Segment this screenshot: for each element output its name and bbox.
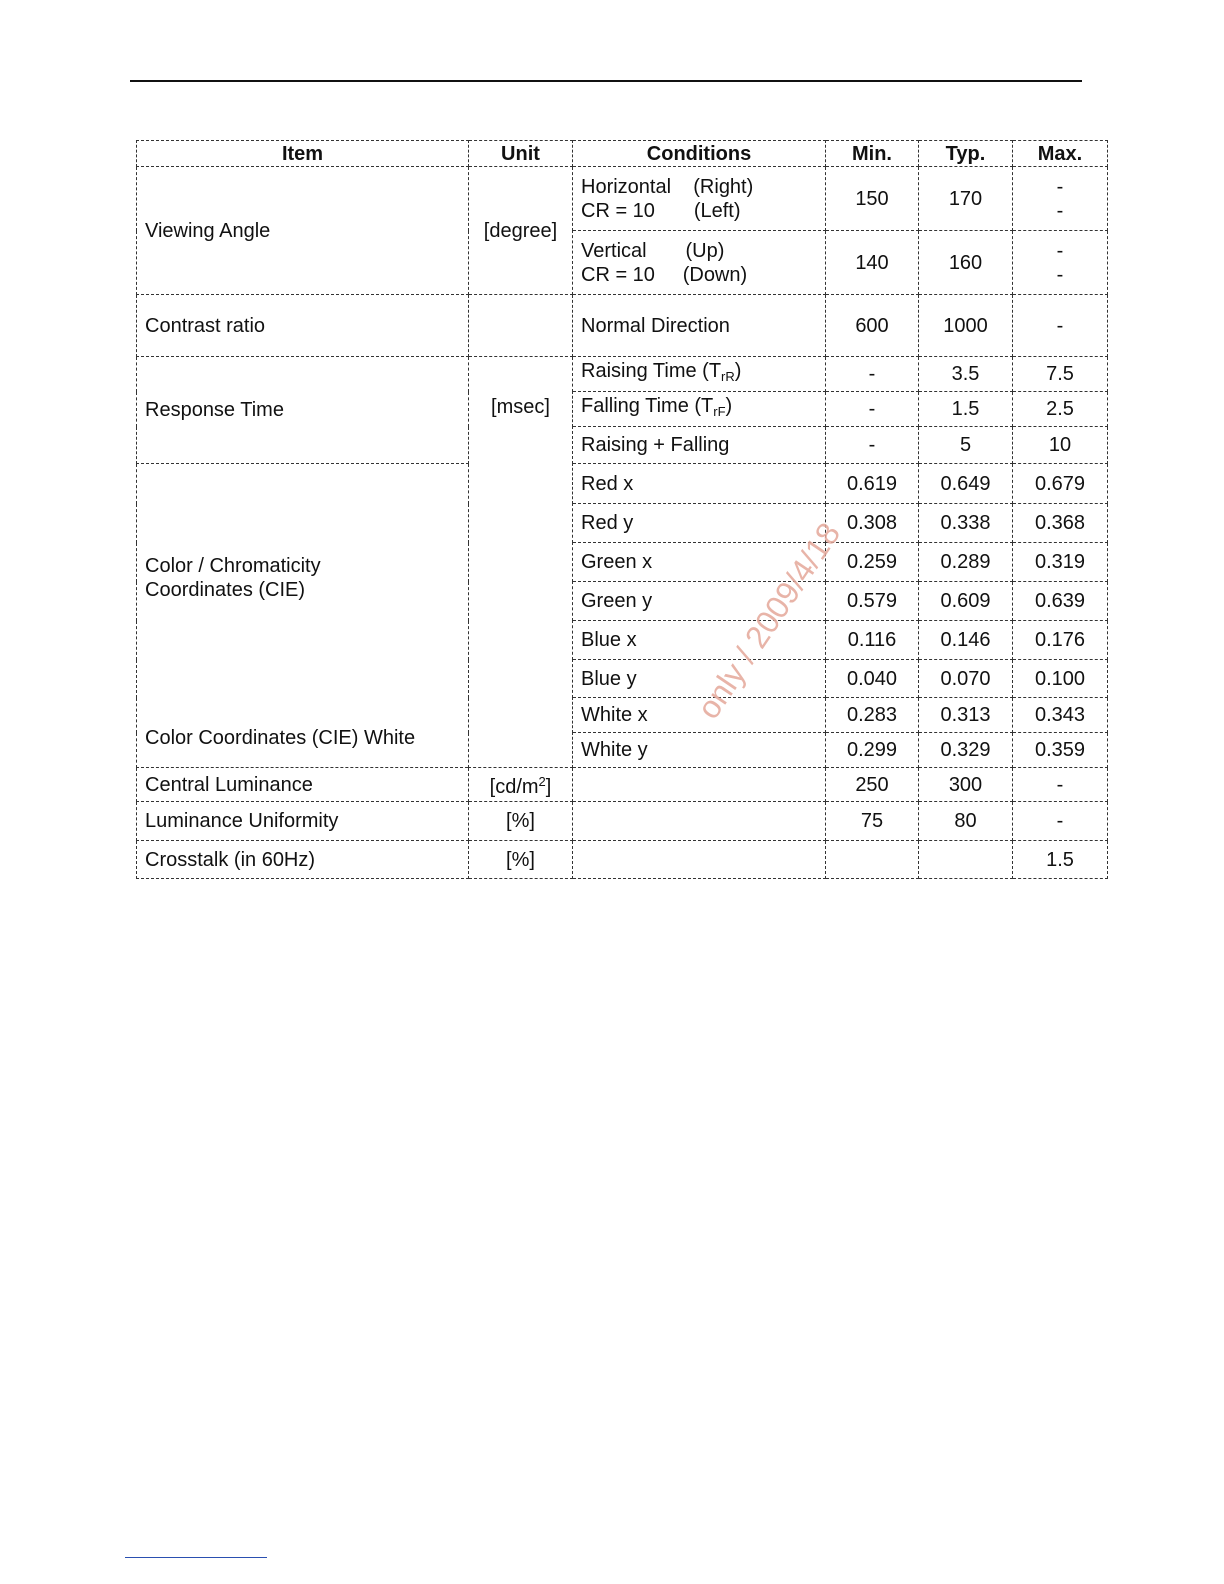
viewing-angle-label: Viewing Angle: [137, 167, 469, 295]
col-header-conditions: Conditions: [573, 141, 826, 167]
color-min-4: 0.116: [826, 621, 919, 660]
color-max-0: 0.679: [1013, 464, 1108, 504]
contrast-unit: [469, 295, 573, 357]
color-min-2: 0.259: [826, 543, 919, 582]
color-cond-4: Blue x: [573, 621, 826, 660]
central-luminance-max: -: [1013, 768, 1108, 802]
crosstalk-label: Crosstalk (in 60Hz): [137, 841, 469, 879]
col-header-unit: Unit: [469, 141, 573, 167]
color-typ-3: 0.609: [919, 582, 1013, 621]
color-max-7: 0.359: [1013, 733, 1108, 768]
color-typ-2: 0.289: [919, 543, 1013, 582]
color-coordinates-label: Color / Chromaticity Coordinates (CIE) Color Coordinates (CIE) White: [137, 464, 469, 768]
color-min-3: 0.579: [826, 582, 919, 621]
table-row: [137, 802, 1108, 841]
color-max-5: 0.100: [1013, 660, 1108, 698]
luminance-uniformity-max: -: [1013, 802, 1108, 841]
color-cond-7: White y: [573, 733, 826, 768]
color-max-4: 0.176: [1013, 621, 1108, 660]
luminance-uniformity-unit: [%]: [469, 802, 573, 841]
crosstalk-typ: [919, 841, 1013, 879]
response-time-unit: [msec]: [469, 357, 573, 768]
color-cond-2: Green x: [573, 543, 826, 582]
luminance-uniformity-min: 75: [826, 802, 919, 841]
viewing-angle-unit: [degree]: [469, 167, 573, 295]
color-typ-4: 0.146: [919, 621, 1013, 660]
color-typ-7: 0.329: [919, 733, 1013, 768]
table-row: [137, 841, 1108, 879]
crosstalk-cond: [573, 841, 826, 879]
color-cond-1: Red y: [573, 504, 826, 543]
response-typ-2: 5: [919, 427, 1013, 464]
response-cond-1: Falling Time $(T_{rF})$: [573, 392, 826, 427]
color-min-1: 0.308: [826, 504, 919, 543]
color-max-6: 0.343: [1013, 698, 1108, 733]
viewing-v-max: - -: [1013, 231, 1108, 295]
crosstalk-max: 1.5: [1013, 841, 1108, 879]
luminance-uniformity-cond: [573, 802, 826, 841]
viewing-v-min: 140: [826, 231, 919, 295]
color-typ-5: 0.070: [919, 660, 1013, 698]
color-min-5: 0.040: [826, 660, 919, 698]
color-max-3: 0.639: [1013, 582, 1108, 621]
color-min-6: 0.283: [826, 698, 919, 733]
watermark: only / 2009/4/18: [690, 516, 848, 726]
viewing-h-min: 150: [826, 167, 919, 231]
response-max-2: 10: [1013, 427, 1108, 464]
color-typ-6: 0.313: [919, 698, 1013, 733]
response-min-1: -: [826, 392, 919, 427]
table-row: [137, 167, 1108, 231]
response-typ-0: 3.5: [919, 357, 1013, 392]
table-row: [137, 357, 1108, 392]
color-cond-0: Red x: [573, 464, 826, 504]
col-header-typ: Typ.: [919, 141, 1013, 167]
table-header-row: [137, 141, 1108, 167]
color-min-0: 0.619: [826, 464, 919, 504]
response-max-0: 7.5: [1013, 357, 1108, 392]
color-max-2: 0.319: [1013, 543, 1108, 582]
table-row: [137, 768, 1108, 802]
contrast-typ: 1000: [919, 295, 1013, 357]
response-typ-1: 1.5: [919, 392, 1013, 427]
table-row: [137, 295, 1108, 357]
response-min-2: -: [826, 427, 919, 464]
response-cond-2: Raising + Falling: [573, 427, 826, 464]
crosstalk-unit: [%]: [469, 841, 573, 879]
color-min-7: 0.299: [826, 733, 919, 768]
luminance-uniformity-label: Luminance Uniformity: [137, 802, 469, 841]
central-luminance-min: 250: [826, 768, 919, 802]
col-header-max: Max.: [1013, 141, 1108, 167]
contrast-cond: Normal Direction: [573, 295, 826, 357]
contrast-min: 600: [826, 295, 919, 357]
viewing-horizontal-cond: Horizontal (Right) CR = 10 (Left): [573, 167, 826, 231]
response-min-0: -: [826, 357, 919, 392]
central-luminance-unit: $[cd/m^2]$: [469, 768, 573, 802]
header-rule: [130, 80, 1082, 82]
response-time-label: Response Time: [137, 357, 469, 464]
color-cond-3: Green y: [573, 582, 826, 621]
optical-spec-table: [136, 140, 1108, 879]
contrast-ratio-label: Contrast ratio: [137, 295, 469, 357]
central-luminance-cond: [573, 768, 826, 802]
viewing-h-max: - -: [1013, 167, 1108, 231]
contrast-max: -: [1013, 295, 1108, 357]
col-header-min: Min.: [826, 141, 919, 167]
viewing-v-typ: 160: [919, 231, 1013, 295]
luminance-uniformity-typ: 80: [919, 802, 1013, 841]
col-header-item: Item: [137, 141, 469, 167]
color-typ-1: 0.338: [919, 504, 1013, 543]
color-cond-6: White x: [573, 698, 826, 733]
table-row: [137, 464, 1108, 504]
color-typ-0: 0.649: [919, 464, 1013, 504]
response-cond-0: Raising Time $(T_{rR})$: [573, 357, 826, 392]
color-max-1: 0.368: [1013, 504, 1108, 543]
viewing-h-typ: 170: [919, 167, 1013, 231]
central-luminance-typ: 300: [919, 768, 1013, 802]
footer-link-rule: [125, 1557, 267, 1558]
response-max-1: 2.5: [1013, 392, 1108, 427]
central-luminance-label: Central Luminance: [137, 768, 469, 802]
crosstalk-min: [826, 841, 919, 879]
viewing-vertical-cond: Vertical (Up) CR = 10 (Down): [573, 231, 826, 295]
color-cond-5: Blue y: [573, 660, 826, 698]
